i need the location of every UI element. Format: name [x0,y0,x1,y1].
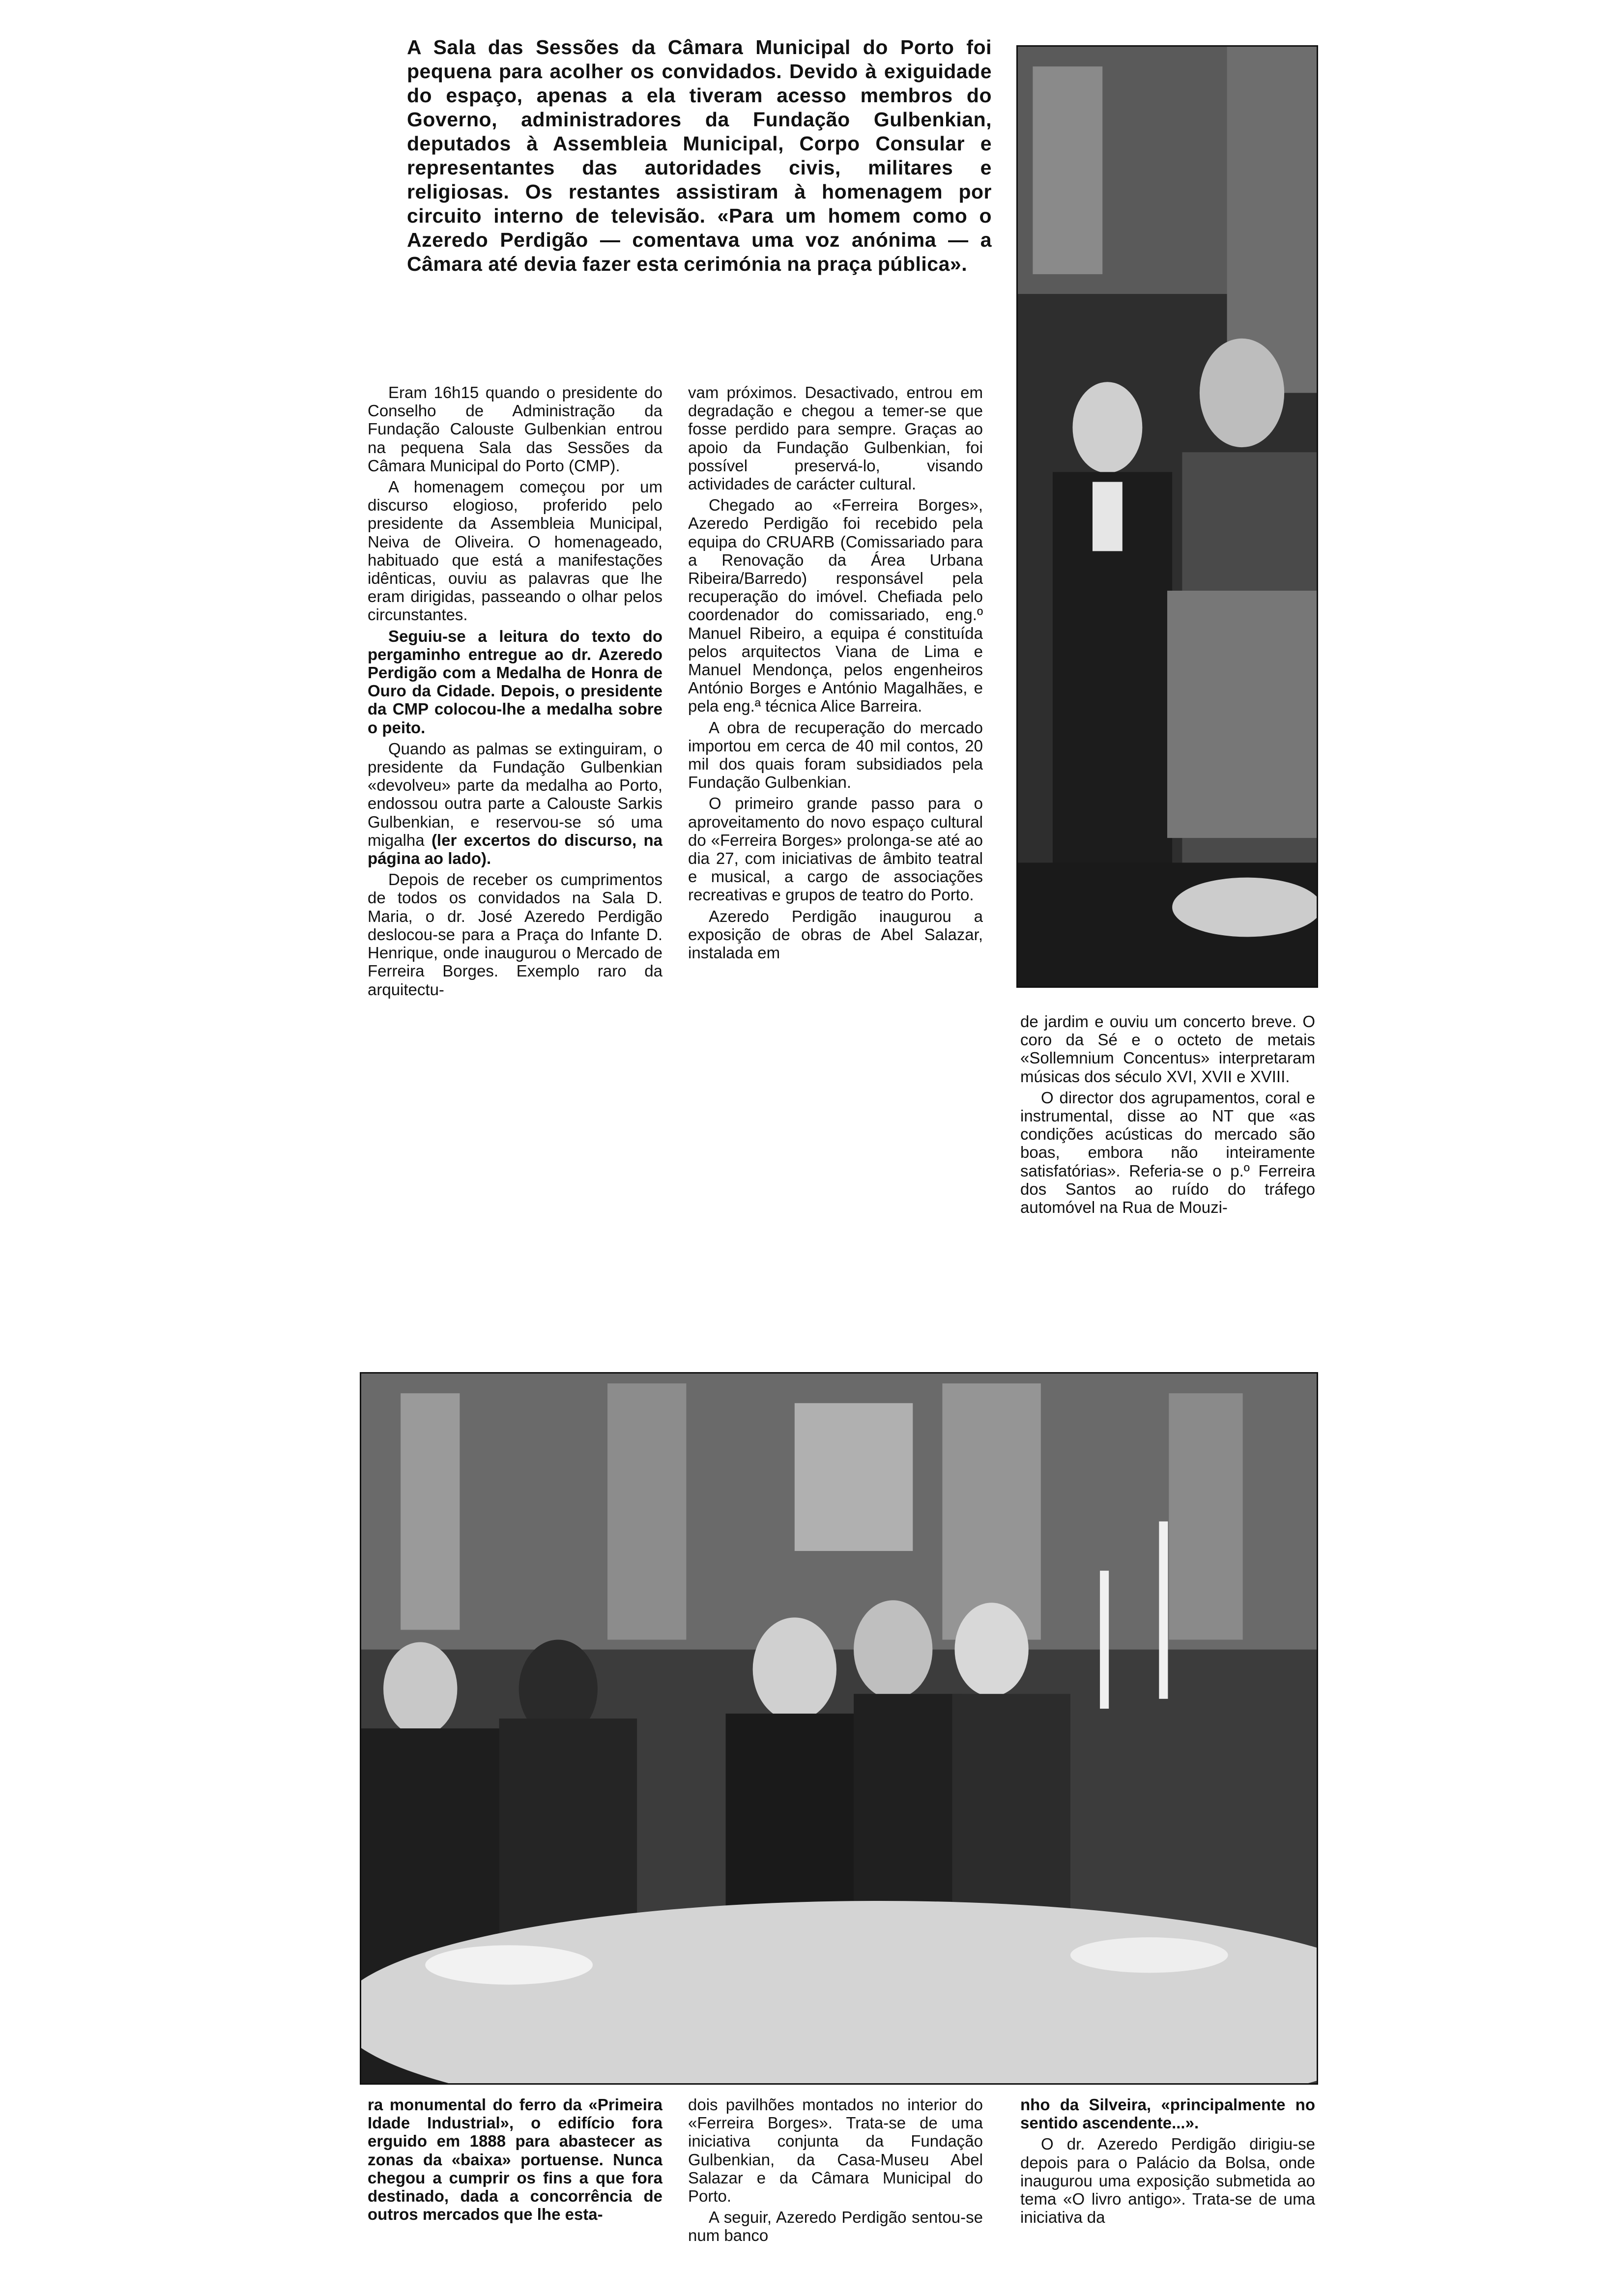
paragraph: O director dos agrupamentos, coral e instrumental, disse ao NT que «as condições acústicas do mercado são boas, embora não inteiramente satisfatórias». Referia-se o p.º Ferreira dos Santos ao ruído do tráfego automóvel na Rua de Mouzi- [1020,1088,1315,1217]
text-column-2 [688,383,983,1358]
paragraph [368,740,662,867]
paragraph: vam próximos. Desactivado, entrou em degradação e chegou a temer-se que fosse perdido para sempre. Graças ao apoio da Fundação Gulbenkian, foi possível preservá-lo, visando actividades de carácter cultural. [688,383,983,493]
paragraph: A homenagem começou por um discurso elogioso, proferido pelo presidente da Assembleia Municipal, Neiva de Oliveira. O homenageado, habituado que está a manifestações idênticas, ouviu as palavras que lhe eram dirigidas, passeando o olhar pelos circunstantes. [368,478,662,624]
paragraph: dois pavilhões montados no interior do «Ferreira Borges». Trata-se de uma iniciativa conjunta da Fundação Gulbenkian, da Casa-Museu Abel Salazar e da Câmara Municipal do Porto. [688,2095,983,2206]
paragraph: ra monumental do ferro da «Primeira Idade Industrial», o edifício fora erguido em 1888 para abastecer as zonas da «baixa» portuense. Nunca chegou a cumprir os fins a que fora destinado, dada a concorrência de outros mercados que lhe esta- [368,2095,662,2224]
paragraph: Seguiu-se a leitura do texto do pergaminho entregue ao dr. Azeredo Perdigão com a Medalha de Honra de Ouro da Cidade. Depois, o presidente da CMP colocou-lhe a medalha sobre o peito. [368,627,662,737]
paragraph: O primeiro grande passo para o aproveitamento do novo espaço cultural do «Ferreira Borges» prolonga-se até ao dia 27, com iniciativas de âmbito teatral e musical, a cargo de associações recreativas e grupos de teatro do Porto. [688,794,983,904]
paragraph: Eram 16h15 quando o presidente do Conselho de Administração da Fundação Calouste Gulbenkian entrou na pequena Sala das Sessões da Câmara Municipal do Porto (CMP). [368,383,662,475]
cross-reference: (ler excertos do discurso, na página ao lado). [368,831,662,868]
paragraph: O dr. Azeredo Perdigão dirigiu-se depois para o Palácio da Bolsa, onde inaugurou uma exposição submetida ao tema «O livro antigo». Trata-se de uma iniciativa da [1020,2135,1315,2227]
paragraph: A obra de recuperação do mercado importou em cerca de 40 mil contos, 20 mil dos quais foram subsidiados pela Fundação Gulbenkian. [688,718,983,792]
paragraph: nho da Silveira, «principalmente no sentido ascendente...». [1020,2095,1315,2132]
paragraph-text: Quando as palmas se extinguiram, o presidente da Fundação Gulbenkian «devolveu» parte da medalha ao Porto, endossou outra parte a Calouste Sarkis Gulbenkian, e reservou-se só uma migalha [368,739,662,849]
text-column-1 [368,383,662,1358]
lead-paragraph: A Sala das Sessões da Câmara Municipal do Porto foi pequena para acolher os convidados. Devido à exiguidade do espaço, apenas a ela tiveram acesso membros do Governo, administradores da Fundação Gulbenkian, deputados à Assembleia Municipal, Corpo Consular e representantes das autoridades civis, militares e religiosas. Os restantes assistiram à homenagem por circuito interno de televisão. «Para um homem como o Azeredo Perdigão — comentava uma voz anónima — a Câmara até devia fazer esta cerimónia na praça pública». [407,36,992,275]
bottom-column-1 [368,2095,662,2282]
bottom-column-2 [688,2095,983,2282]
text-column-3 [1020,1012,1315,1358]
paragraph: Azeredo Perdigão inaugurou a exposição de obras de Abel Salazar, instalada em [688,907,983,962]
photo-banquet-table [360,1372,1318,2085]
paragraph: de jardim e ouviu um concerto breve. O coro da Sé e o octeto de metais «Sollemnium Concentus» interpretaram músicas dos século XVI, XVII e XVIII. [1020,1012,1315,1086]
paragraph: Chegado ao «Ferreira Borges», Azeredo Perdigão foi recebido pela equipa do CRUARB (Comissariado para a Renovação da Área Urbana Ribeira/Barredo) responsável pela recuperação do imóvel. Chefiada pelo coordenador do comissariado, eng.º Manuel Ribeiro, a equipa é constituída pelos arquitectos Viana de Lima e Manuel Mendonça, pelos engenheiros António Borges e António Magalhães, e pela eng.ª técnica Alice Barreira. [688,496,983,716]
bottom-column-3 [1020,2095,1315,2282]
paragraph: Depois de receber os cumprimentos de todos os convidados na Sala D. Maria, o dr. José Azeredo Perdigão deslocou-se para a Praça do Infante D. Henrique, onde inaugurou o Mercado de Ferreira Borges. Exemplo raro da arquitectu- [368,870,662,999]
paragraph: A seguir, Azeredo Perdigão sentou-se num banco [688,2208,983,2245]
photo-standing-men [1016,45,1318,988]
